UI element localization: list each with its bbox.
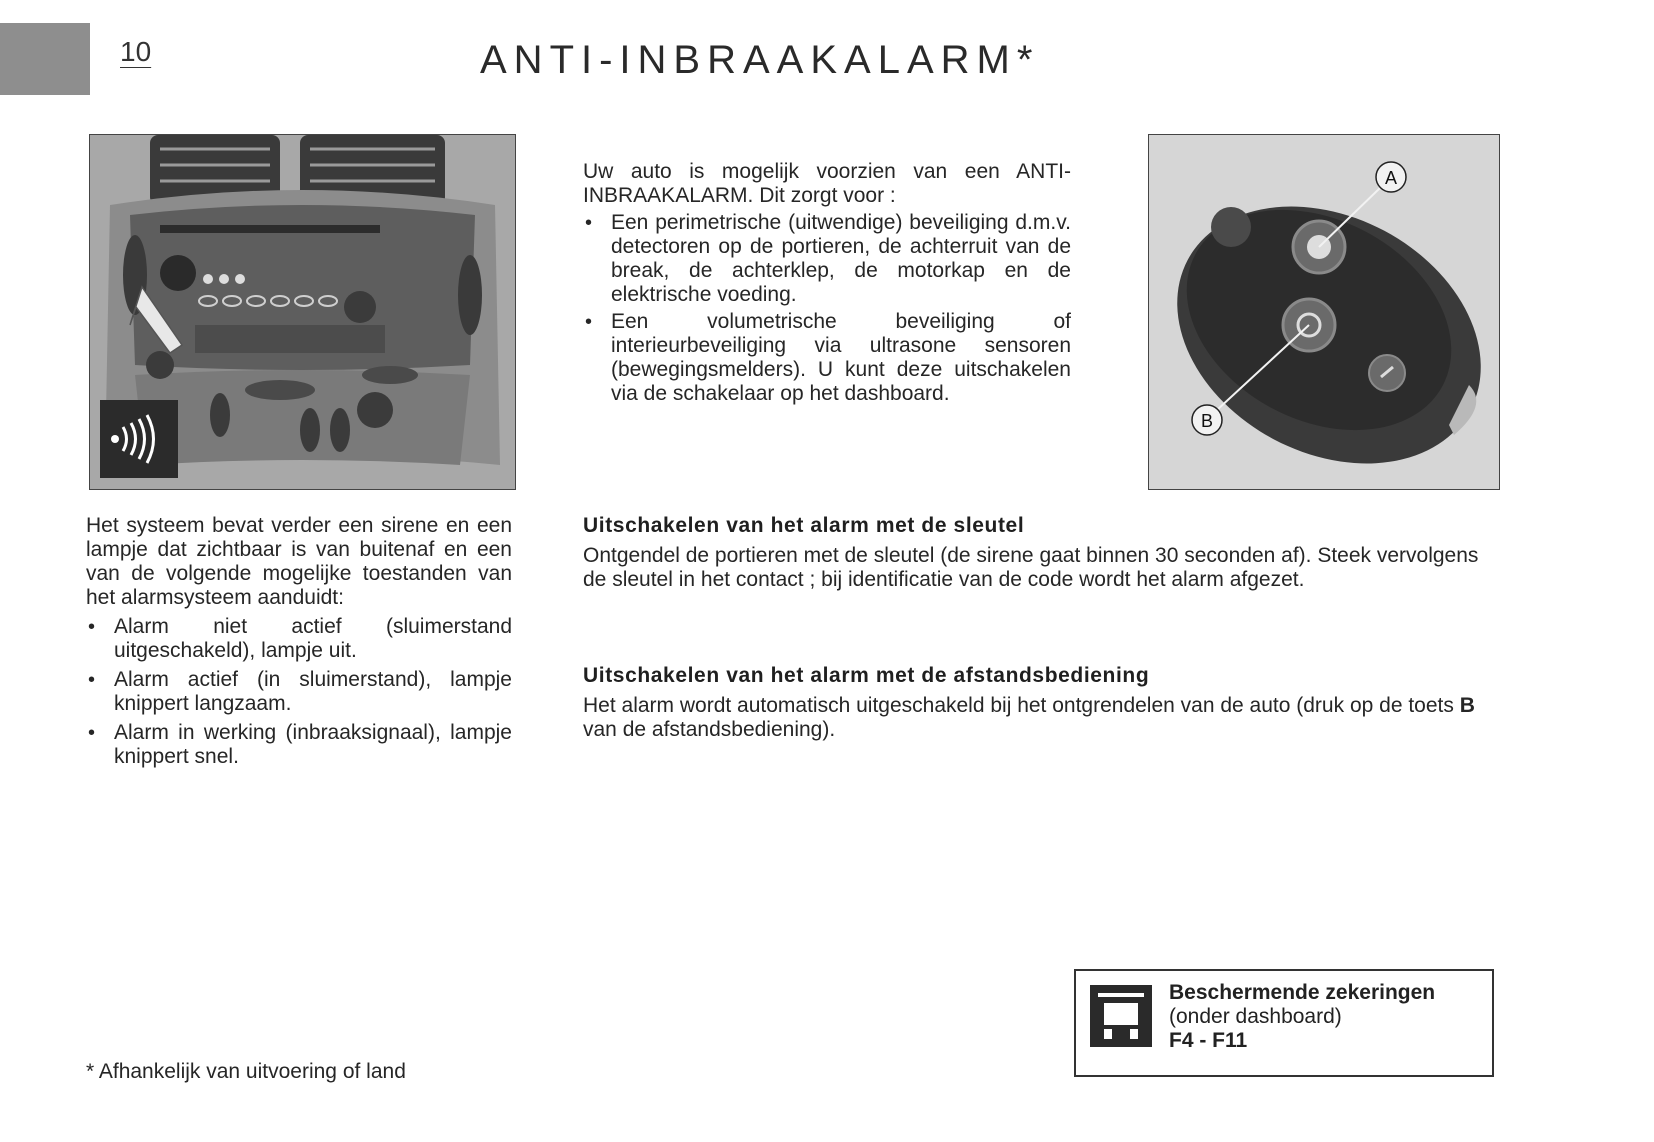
intro-bullet-list (583, 211, 1071, 406)
label-b: B (1200, 411, 1214, 431)
dashboard-illustration (90, 135, 515, 489)
fuse-location: (onder dashboard) (1169, 1005, 1342, 1028)
dashboard-photo (89, 134, 516, 490)
list-item: • Een perimetrische (uitwendige) beveiliging d.m.v. detectoren op de portieren, de achterruit van de break, de achterklep, de motorkap en de elektrische voeding. (583, 211, 1071, 307)
page-title: ANTI-INBRAAKALARM* (480, 38, 1040, 82)
footnote: * Afhankelijk van uitvoering of land (86, 1060, 406, 1083)
remote-key-illustration (1149, 135, 1499, 489)
remote-body-end: van de afstandsbediening). (583, 718, 836, 741)
fuse-info-box (1074, 969, 1494, 1077)
fuse-numbers: F4 - F11 (1169, 1029, 1248, 1052)
section-body-remote (583, 694, 1495, 742)
system-description (86, 514, 512, 769)
section-heading-key: Uitschakelen van het alarm met de sleutel (583, 514, 1025, 537)
system-paragraph: Het systeem bevat verder een sirene en een lampje dat zichtbaar is van buitenaf en een van de volgende mogelijke toestanden van het alarmsysteem aanduidt: (86, 514, 512, 609)
list-item: • Een volumetrische beveiliging of interieurbeveiliging via ultrasone sensoren (bewegingsmelders). U kunt deze uitschakelen via de schakelaar op het dashboard. (583, 310, 1071, 406)
list-item: • Alarm in werking (inbraaksignaal), lampje knippert snel. (86, 721, 512, 769)
label-a: A (1384, 168, 1398, 188)
alarm-state-list (86, 615, 512, 769)
section-body-key: Ontgendel de portieren met de sleutel (de sirene gaat binnen 30 seconden af). Steek vervolgens de sleutel in het contact ; bij identificatie van de code wordt het alarm afgezet. (583, 544, 1479, 591)
fuse-icon (1090, 985, 1152, 1047)
section-heading-remote: Uitschakelen van het alarm met de afstandsbediening (583, 664, 1150, 687)
page-number: 10 (120, 36, 152, 67)
remote-key-letter: B (1459, 694, 1475, 717)
list-item: • Alarm actief (in sluimerstand), lampje knippert langzaam. (86, 668, 512, 716)
intro-text (583, 160, 1071, 406)
remote-key-photo (1148, 134, 1500, 490)
remote-body-start: Het alarm wordt automatisch uitgeschakeld bij het ontgrendelen van de auto (druk op de toets (583, 694, 1460, 717)
fuse-title: Beschermende zekeringen (1169, 981, 1436, 1004)
list-item: • Alarm niet actief (sluimerstand uitgeschakeld), lampje uit. (86, 615, 512, 663)
fuse-text (1169, 981, 1435, 1053)
chapter-tab (0, 23, 90, 95)
intro-paragraph: Uw auto is mogelijk voorzien van een ANTI-INBRAAKALARM. Dit zorgt voor : (583, 160, 1071, 207)
